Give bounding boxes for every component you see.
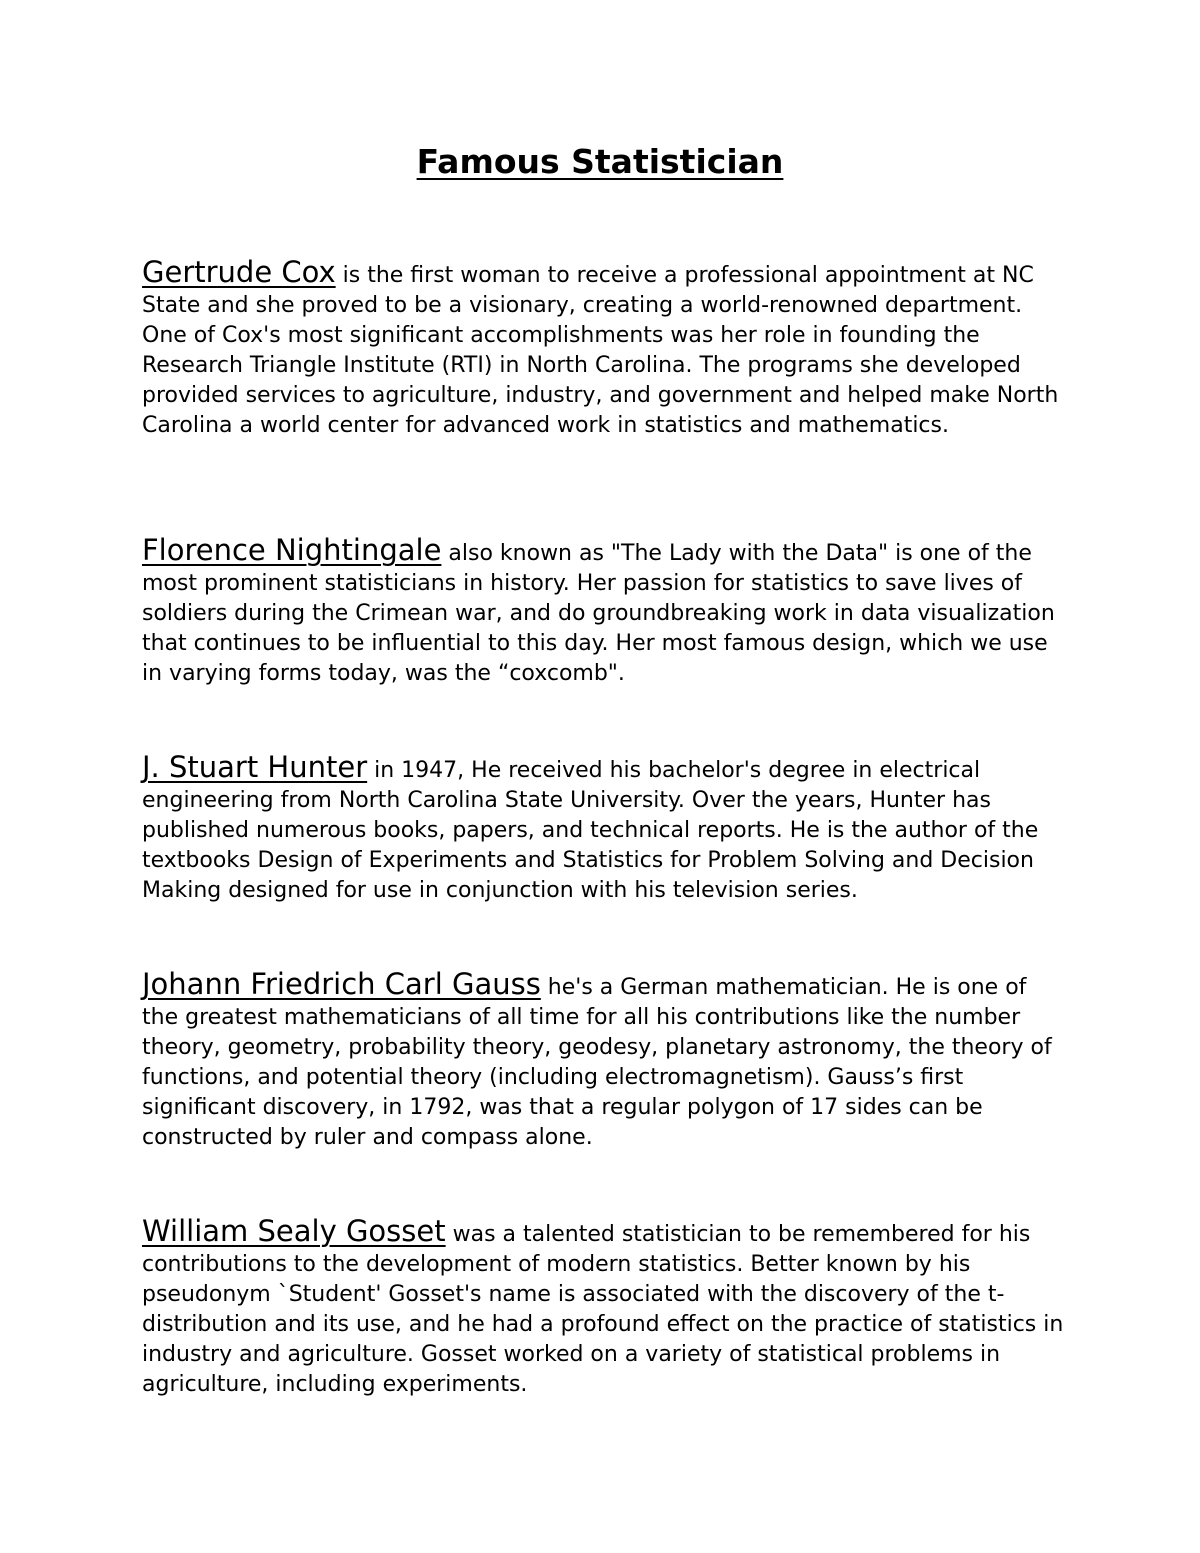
document-title	[0, 140, 1200, 184]
statistician-description: is the first woman to receive a professional appointment at NC State and she proved to be a visionary, creating a world-renowned department. One of Cox's most significant accomplishments was her role in founding the Research Triangle Institute (RTI) in North Carolina. The programs she developed provided services to agriculture, industry, and government and helped make North Carolina a world center for advanced work in statistics and mathematics.	[142, 263, 1059, 438]
statistician-description: was a talented statistician to be remembered for his contributions to the development of modern statistics. Better known by his pseudonym `Student' Gosset's name is associated with the discovery of the t-distribution and its use, and he had a profound effect on the practice of statistics in industry and agriculture. Gosset worked on a variety of statistical problems in agriculture, including experiments.	[142, 1222, 1064, 1397]
statistician-name: J. Stuart Hunter	[142, 750, 368, 784]
statistician-entry-gertrude-cox	[142, 257, 1067, 441]
statistician-entry-florence-nightingale	[142, 535, 1067, 689]
statistician-name: Gertrude Cox	[142, 255, 336, 289]
statistician-name: Florence Nightingale	[142, 533, 442, 567]
statistician-entry-carl-gauss	[142, 969, 1067, 1153]
document-title-text: Famous Statistician	[416, 142, 784, 181]
statistician-name: William Sealy Gosset	[142, 1214, 446, 1248]
statistician-entry-william-gosset	[142, 1216, 1067, 1400]
statistician-entry-j-stuart-hunter	[142, 752, 1067, 906]
statistician-description: he's a German mathematician. He is one of the greatest mathematicians of all time for all his contributions like the number theory, geometry, probability theory, geodesy, planetary astronomy, the theory of functions, and potential theory (including electromagnetism). Gauss’s first significant discovery, in 1792, was that a regular polygon of 17 sides can be constructed by ruler and compass alone.	[142, 975, 1052, 1150]
statistician-description: also known as "The Lady with the Data" is one of the most prominent statisticians in history. Her passion for statistics to save lives of soldiers during the Crimean war, and do groundbreaking work in data visualization that continues to be influential to this day. Her most famous design, which we use in varying forms today, was the “coxcomb".	[142, 541, 1055, 686]
statistician-name: Johann Friedrich Carl Gauss	[142, 967, 541, 1001]
statistician-description: in 1947, He received his bachelor's degree in electrical engineering from North Carolina State University. Over the years, Hunter has published numerous books, papers, and technical reports. He is the author of the textbooks Design of Experiments and Statistics for Problem Solving and Decision Making designed for use in conjunction with his television series.	[142, 758, 1039, 903]
